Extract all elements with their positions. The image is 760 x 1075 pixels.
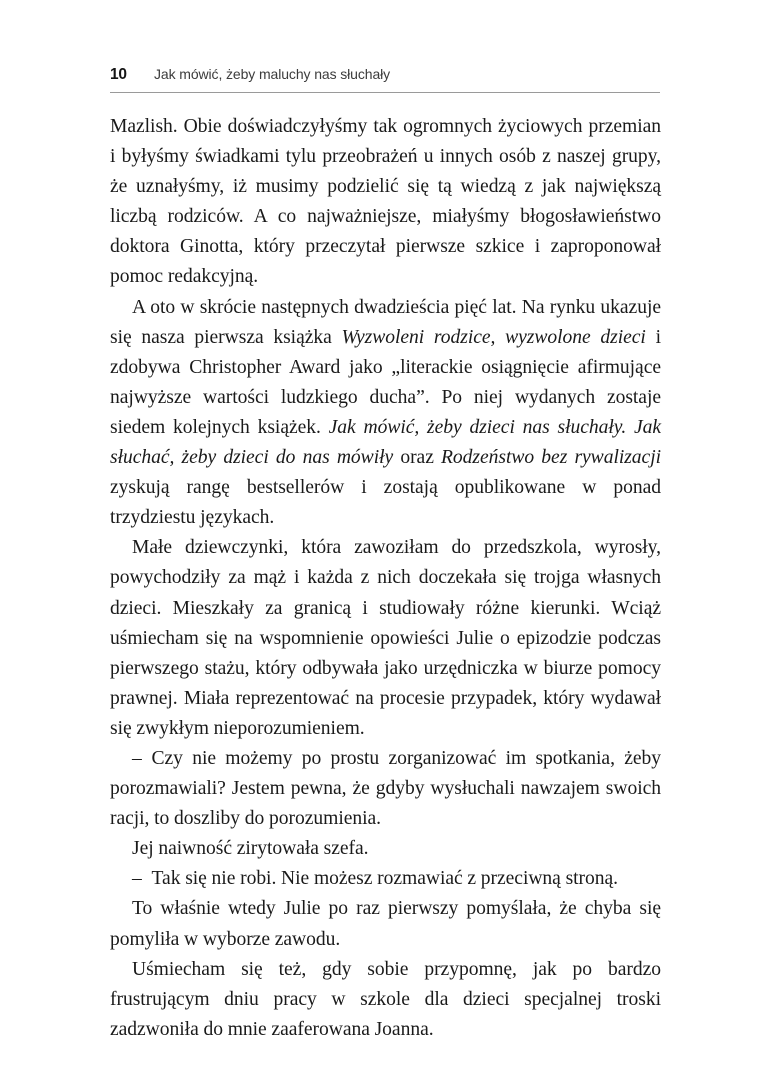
paragraph: Jej naiwność zirytowała szefa. <box>132 838 369 860</box>
header-rule-divider <box>110 92 660 93</box>
text-run: A oto w skrócie następnych dwadzieścia pięć lat. Na rynku ukazuje się nasza pierwsza książka <box>110 296 661 348</box>
paragraph: Uśmiecham się też, gdy sobie przypomnę, jak po bardzo frustrującym dniu pracy w szkole dla dzieci specjalnej troski zadzwoniła do mnie zaaferowana Joanna. <box>110 958 661 1040</box>
dialogue-text: Tak się nie robi. Nie możesz rozmawiać z przeciwną stroną. <box>151 868 619 890</box>
text-run: zyskują rangę bestsellerów i zostają opublikowane w ponad trzydziestu językach. <box>110 477 661 529</box>
paragraph: To właśnie wtedy Julie po raz pierwszy pomyślała, że chyba się pomyliła w wyborze zawodu. <box>110 898 661 950</box>
italic-book-title: Wyzwoleni rodzice, wyzwolone dzieci <box>341 326 646 348</box>
paragraph-with-italic-titles <box>110 293 661 534</box>
dialogue-paragraph <box>110 864 661 894</box>
dialogue-dash: – <box>132 868 152 890</box>
italic-book-title: Rodzeństwo bez rywalizacji <box>441 447 661 469</box>
text-run: i zdobywa Christopher Award jako „literackie osiągnięcie afirmujące najwyższe wartości ludzkiego ducha”. Po niej wydanych zostaje siedem kolejnych książek. <box>110 326 661 438</box>
dialogue-paragraph <box>110 744 661 834</box>
dialogue-dash: – <box>132 747 152 769</box>
running-head <box>110 66 660 84</box>
text-run: oraz <box>393 447 442 469</box>
paragraph: Mazlish. Obie doświadczyłyśmy tak ogromnych życiowych przemian i byłyśmy świadkami tylu przeobrażeń u innych osób z naszej grupy, że uznałyśmy, iż musimy podzielić się tą wiedzą z jak największą liczbą rodziców. A co najważniejsze, miałyśmy błogosławieństwo doktora Ginotta, który przeczytał pierwsze szkice i zaproponował pomoc redakcyjną. <box>110 116 661 288</box>
running-head-title: Jak mówić, żeby maluchy nas słuchały <box>154 66 391 82</box>
italic-book-title: Jak mówić, żeby dzieci nas słuchały. Jak słuchać, żeby dzieci do nas mówiły <box>110 416 662 469</box>
dialogue-text: Czy nie możemy po prostu zorganizować im spotkania, żeby porozmawiali? Jestem pewna, że gdyby wysłuchali nawzajem swoich racji, to doszliby do porozumienia. <box>110 747 661 830</box>
page-number: 10 <box>110 66 127 83</box>
body-text-block <box>110 112 661 1045</box>
paragraph: Małe dziewczynki, która zawoziłam do przedszkola, wyrosły, powychodziły za mąż i każda z nich doczekała się trojga własnych dzieci. Mieszkały za granicą i studiowały różne kierunki. Wciąż uśmiecham się na wspomnienie opowieści Julie o epizodzie podczas pierwszego stażu, który odbywała jako urzędniczka w biurze pomocy prawnej. Miała reprezentować na procesie przypadek, który wydawał się zwykłym nieporozumieniem. <box>110 537 661 739</box>
